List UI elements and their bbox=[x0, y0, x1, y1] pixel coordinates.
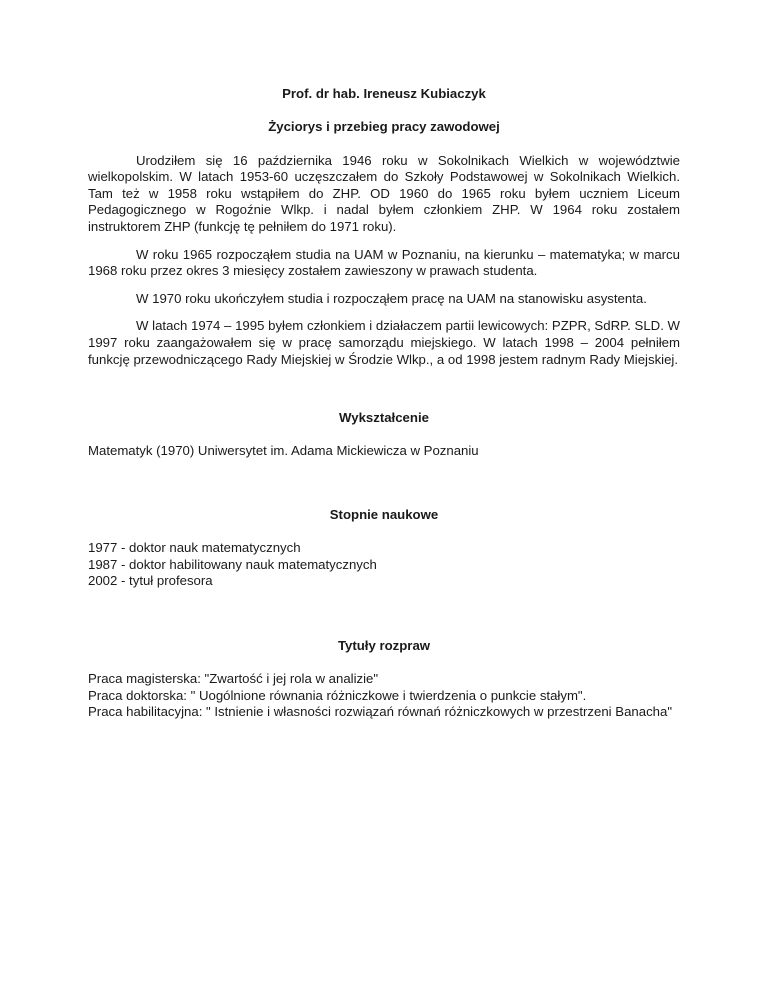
theses-list bbox=[88, 671, 680, 721]
degrees-heading: Stopnie naukowe bbox=[329, 507, 439, 523]
biography-paragraph: W roku 1965 rozpocząłem studia na UAM w Poznaniu, na kierunku – matematyka; w marcu 1968 roku przez okres 3 miesięcy zostałem zawieszony w prawach studenta. bbox=[88, 246, 680, 279]
degree-item: 2002 - tytuł profesora bbox=[88, 573, 213, 589]
theses-heading: Tytuły rozpraw bbox=[337, 637, 431, 653]
document-subtitle: Życiorys i przebieg pracy zawodowej bbox=[268, 119, 500, 134]
document-page bbox=[88, 86, 680, 721]
thesis-item: Praca magisterska: "Zwartość i jej rola w analizie" bbox=[88, 671, 379, 687]
degrees-list bbox=[88, 540, 680, 590]
education-entry: Matematyk (1970) Uniwersytet im. Adama Mickiewicza w Poznaniu bbox=[88, 442, 479, 458]
biography-paragraph: Urodziłem się 16 października 1946 roku w Sokolnikach Wielkich w województwie wielkopolskim. W latach 1953-60 uczęszczałem do Szkoły Podstawowej w Sokolnikach Wielkich. Tam też w 1958 roku wstąpiłem do ZHP. OD 1960 do 1965 roku byłem uczniem Liceum Pedagogicznego w Rogoźnie Wlkp. i nadal byłem członkiem ZHP. W 1964 roku zostałem instruktorem ZHP (funkcję tę pełniłem do 1971 roku). bbox=[88, 152, 680, 234]
thesis-item: Praca doktorska: " Uogólnione równania różniczkowe i twierdzenia o punkcie stałym". bbox=[88, 687, 587, 703]
thesis-item: Praca habilitacyjna: " Istnienie i własności rozwiązań równań różniczkowych w przestrzeni Banacha" bbox=[88, 704, 673, 720]
biography-paragraph: W 1970 roku ukończyłem studia i rozpocząłem pracę na UAM na stanowisku asystenta. bbox=[136, 290, 647, 306]
degree-item: 1987 - doktor habilitowany nauk matematycznych bbox=[88, 556, 377, 572]
document-title: Prof. dr hab. Ireneusz Kubiaczyk bbox=[282, 86, 486, 101]
biography-paragraph: W latach 1974 – 1995 byłem członkiem i działaczem partii lewicowych: PZPR, SdRP. SLD. W 1997 roku zaangażowałem się w pracę samorządu miejskiego. W latach 1998 – 2004 pełniłem funkcję przewodniczącego Rady Miejskiej w Środzie Wlkp., a od 1998 jestem radnym Rady Miejskiej. bbox=[88, 318, 680, 367]
degree-item: 1977 - doktor nauk matematycznych bbox=[88, 539, 301, 555]
education-heading: Wykształcenie bbox=[339, 410, 429, 426]
